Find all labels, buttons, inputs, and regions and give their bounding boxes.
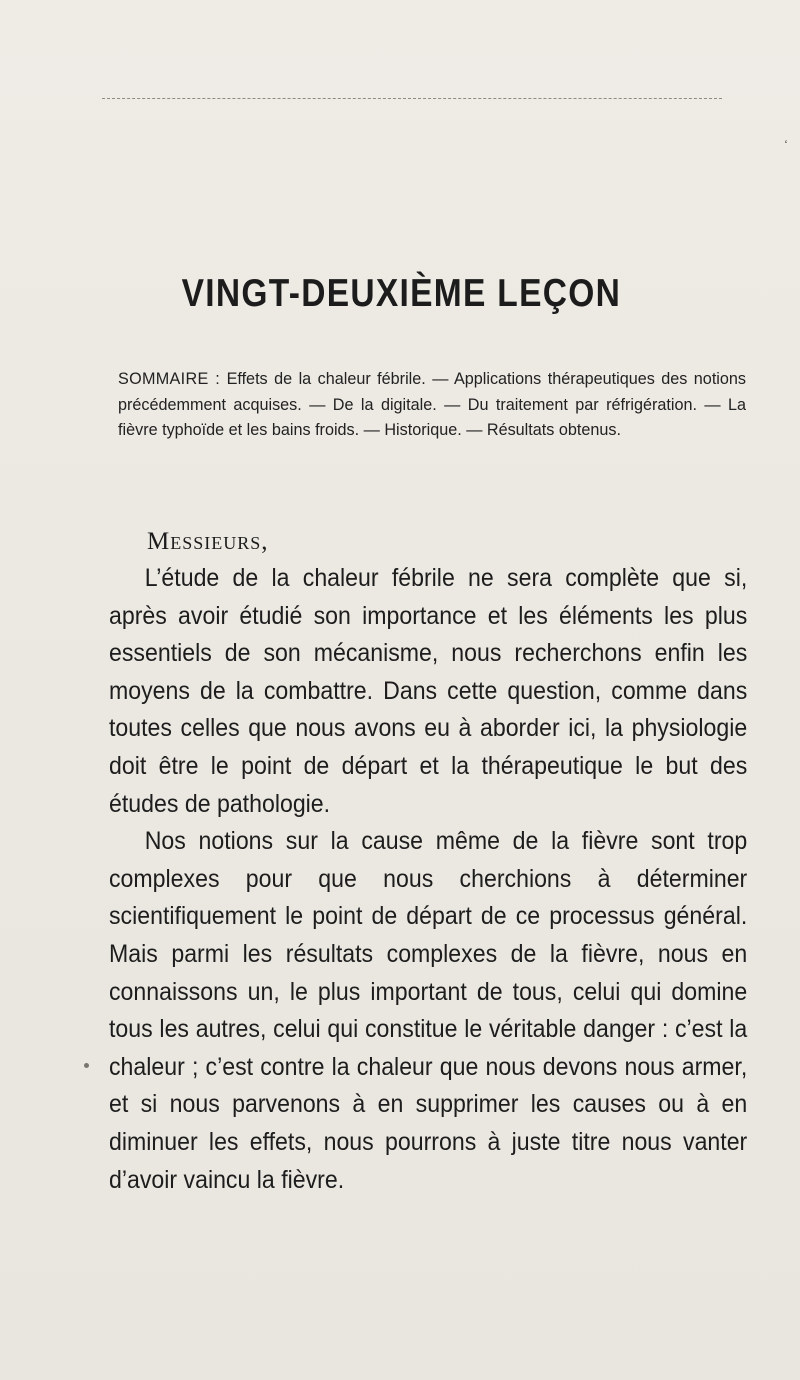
paragraph-2: Nos notions sur la cause même de la fièvre sont trop complexes pour que nous cherchions à déterminer scientifiquement le point de départ de ce processus général. Mais parmi les résultats complexes de la fièvre, nous en connaissons un, le plus important de tous, celui qui domine tous les autres, celui qui constitue le véritable danger : c’est la chaleur ; c’est contre la chaleur que nous devons nous armer, et si nous parvenons à en supprimer les causes ou à en diminuer les effets, nous pourrons à juste titre nous vanter d’avoir vaincu la fièvre.: [109, 828, 748, 1194]
corner-mark: ʻ: [784, 137, 788, 151]
margin-mark: [84, 1063, 89, 1068]
lesson-title: VINGT-DEUXIÈME LEÇON: [181, 272, 622, 315]
header-rule: [102, 98, 722, 99]
summary-text: Effets de la chaleur fébrile. — Applications thérapeutiques des notions précédemment acquises. — De la digitale. — Du traitement par réfrigération. — La fièvre typhoïde et les bains froids. — Historique. — Résultats obtenus.: [118, 370, 747, 439]
paragraph-1: L’étude de la chaleur fébrile ne sera complète que si, après avoir étudié son importance et les éléments les plus essentiels de son mécanisme, nous recherchons enfin les moyens de la combattre. Dans cette question, comme dans toutes celles que nous avons eu à aborder ici, la physiologie doit être le point de départ et la thérapeutique le but des études de pathologie.: [109, 565, 748, 818]
body-text: [109, 560, 747, 1199]
summary-label: SOMMAIRE :: [118, 370, 221, 388]
summary-block: [118, 367, 746, 444]
salutation: Messieurs,: [147, 528, 269, 555]
